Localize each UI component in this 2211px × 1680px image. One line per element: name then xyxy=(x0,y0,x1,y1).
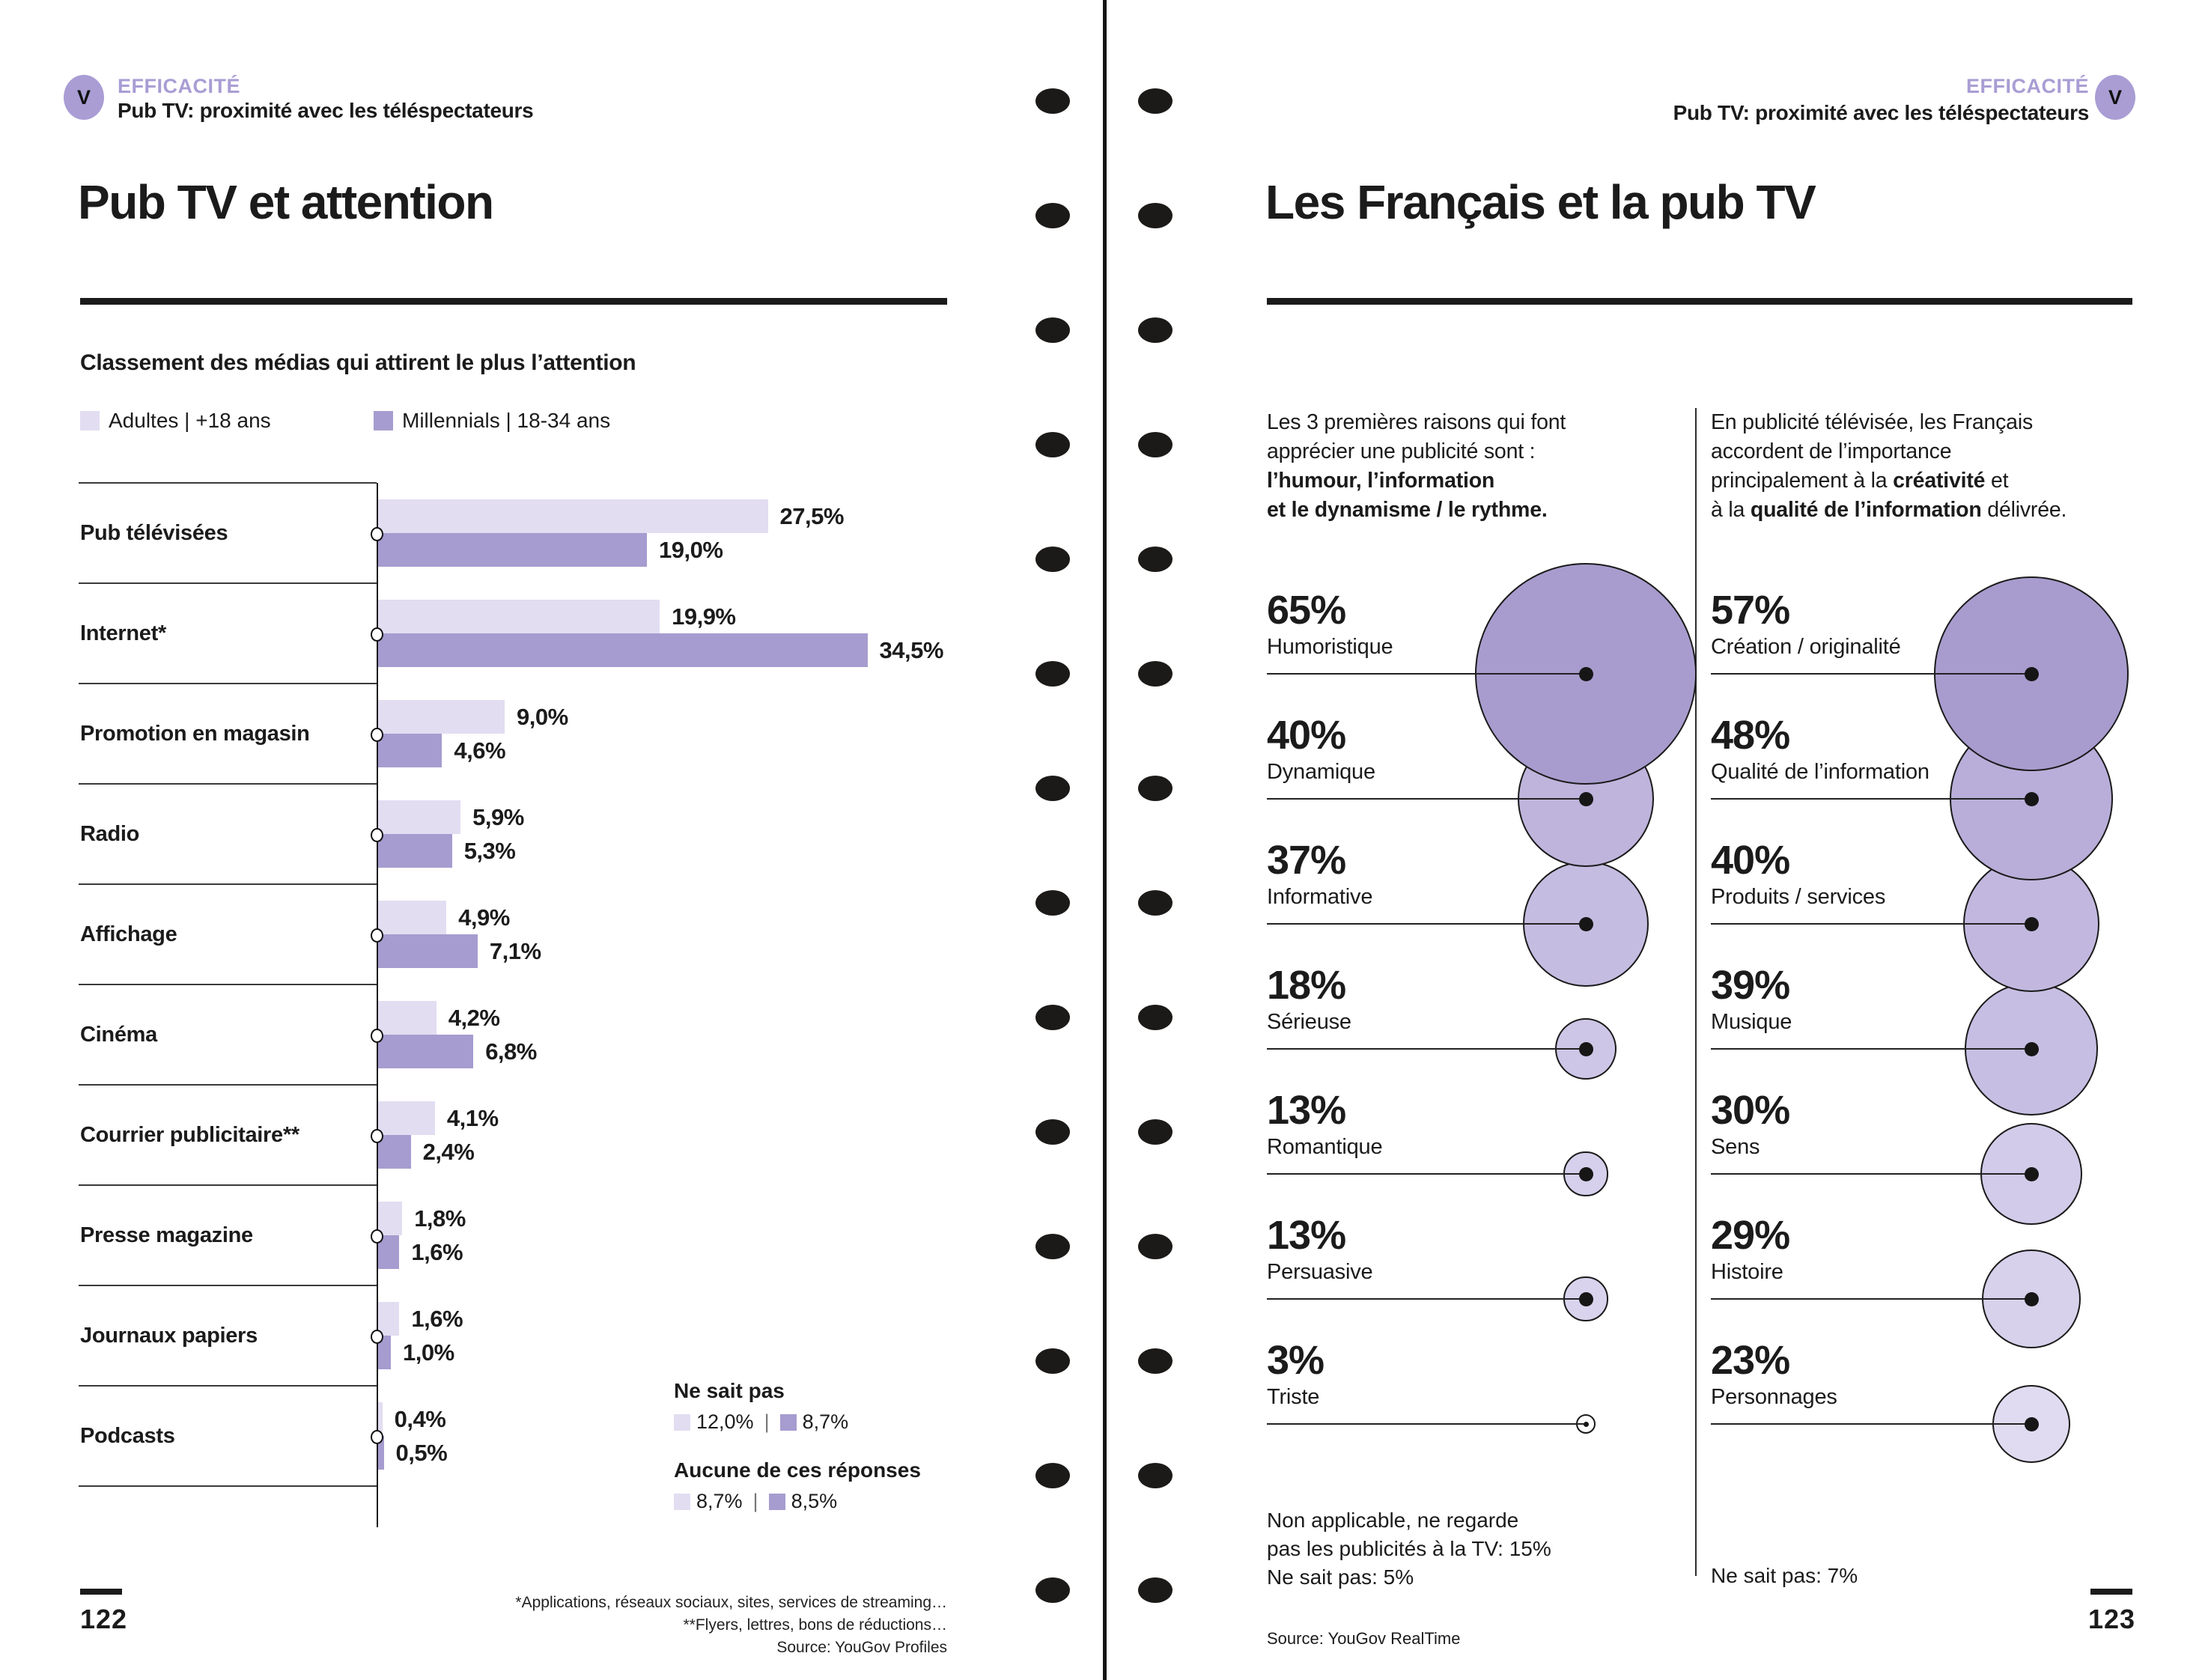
legend-item xyxy=(80,409,271,433)
bar-row-label: Radio xyxy=(80,821,140,846)
footnotes xyxy=(479,1592,947,1659)
legend-color-chip xyxy=(80,411,100,430)
bar-value-millennials: 19,0% xyxy=(659,536,723,563)
bar-value-millennials: 1,6% xyxy=(411,1238,463,1265)
binding-dot xyxy=(1035,1005,1070,1030)
bar-value-millennials: 0,5% xyxy=(395,1439,448,1466)
leader-dot xyxy=(2025,1417,2039,1431)
bubble-value: 40% xyxy=(1267,713,1346,758)
bar-row xyxy=(0,583,1063,684)
footnote-line: *Applications, réseaux sociaux, sites, services de streaming… xyxy=(515,1594,947,1611)
binding-dot xyxy=(1138,203,1173,228)
bar-row xyxy=(0,483,1063,583)
bubble-value: 39% xyxy=(1711,963,1790,1008)
bar-millennials xyxy=(377,734,442,767)
bubble-label: Informative xyxy=(1267,885,1373,909)
bubble-value: 13% xyxy=(1267,1213,1346,1258)
binding-dot xyxy=(1035,203,1070,228)
bubble-value: 65% xyxy=(1267,588,1346,633)
bubble-value: 23% xyxy=(1711,1338,1790,1383)
running-head-right: Pub TV: proximité avec les téléspectateurs xyxy=(1673,101,2089,124)
adultes-color-chip xyxy=(674,1494,690,1510)
leader-dot xyxy=(1584,1422,1589,1427)
leader-line xyxy=(1267,923,1586,925)
bubble-label: Dynamique xyxy=(1267,760,1375,784)
none-of-these-values xyxy=(674,1490,837,1513)
millennials-color-chip xyxy=(769,1494,785,1510)
bar-adultes xyxy=(377,1101,435,1135)
bar-value-adultes: 19,9% xyxy=(672,603,736,630)
bubble-label: Sens xyxy=(1711,1135,1760,1159)
bar-row-label: Promotion en magasin xyxy=(80,721,310,746)
bar-adultes xyxy=(377,1001,437,1035)
title-rule-right xyxy=(1267,298,2132,305)
leader-dot xyxy=(1579,1042,1593,1056)
bubble-value: 48% xyxy=(1711,713,1790,758)
bar-value-adultes: 0,4% xyxy=(394,1405,446,1432)
legend-item xyxy=(374,409,610,433)
axis-marker xyxy=(371,928,383,943)
bar-value-adultes: 27,5% xyxy=(779,502,844,529)
note-right xyxy=(1711,1562,2130,1590)
header-right xyxy=(1673,75,2089,125)
page-title-left: Pub TV et attention xyxy=(78,175,493,229)
bar-row xyxy=(0,1185,1063,1285)
bar-row-label: Affichage xyxy=(80,922,177,946)
leader-line xyxy=(1711,1048,2031,1050)
leader-line xyxy=(1267,798,1586,800)
binding-dot xyxy=(1035,1348,1070,1374)
bar-value-millennials: 7,1% xyxy=(489,937,541,964)
note-line: Ne sait pas: 5% xyxy=(1267,1565,1414,1589)
bar-row-label: Pub télévisées xyxy=(80,520,228,545)
binding-dot xyxy=(1138,1463,1173,1488)
leader-dot xyxy=(2025,1167,2039,1181)
binding-dot xyxy=(1035,1463,1070,1488)
bar-value-millennials: 1,0% xyxy=(403,1339,454,1366)
binding-dot xyxy=(1138,1577,1173,1603)
bubble-value: 18% xyxy=(1267,963,1346,1008)
binding-dot xyxy=(1138,1348,1173,1374)
legend-label: Adultes | +18 ans xyxy=(109,409,271,432)
bubble-label: Sérieuse xyxy=(1267,1010,1351,1034)
binding-dot xyxy=(1138,547,1173,572)
leader-line xyxy=(1267,673,1586,675)
bar-millennials xyxy=(377,533,647,567)
bubble-value: 13% xyxy=(1267,1088,1346,1133)
bubble-value: 3% xyxy=(1267,1338,1325,1383)
spine-line xyxy=(1103,0,1107,1680)
leader-line xyxy=(1711,1423,2031,1425)
bubble-value: 29% xyxy=(1711,1213,1790,1258)
binding-dot xyxy=(1035,661,1070,687)
intro-paragraph-left xyxy=(1267,408,1671,525)
section-kicker-left: EFFICACITÉ xyxy=(118,75,240,97)
running-head-left: Pub TV: proximité avec les téléspectateurs xyxy=(118,99,534,122)
bar-adultes xyxy=(377,800,460,834)
bar-value-adultes: 4,9% xyxy=(458,904,510,931)
leader-line xyxy=(1711,1298,2031,1300)
pagenum-rule-left xyxy=(80,1589,122,1595)
binding-dot xyxy=(1138,661,1173,687)
paragraph-line: En publicité télévisée, les Français xyxy=(1711,410,2034,434)
axis-marker xyxy=(371,1330,383,1344)
page-title-right: Les Français et la pub TV xyxy=(1265,175,1816,229)
paragraph-line: et le dynamisme / le rythme. xyxy=(1267,498,1548,522)
axis-marker xyxy=(371,1430,383,1444)
bubble-value: 37% xyxy=(1267,838,1346,883)
column-divider xyxy=(1695,408,1697,1576)
bubble-label: Histoire xyxy=(1711,1260,1783,1284)
leader-dot xyxy=(1579,1167,1593,1181)
leader-dot xyxy=(2025,1292,2039,1306)
binding-dot xyxy=(1138,1234,1173,1259)
bar-millennials xyxy=(377,1035,473,1068)
bar-value-millennials: 34,5% xyxy=(879,636,943,663)
leader-dot xyxy=(1579,792,1593,806)
binding-dot xyxy=(1035,1577,1070,1603)
bar-row-label: Journaux papiers xyxy=(80,1323,258,1348)
leader-dot xyxy=(1579,667,1593,681)
bar-adultes xyxy=(377,499,768,533)
bar-value-adultes: 4,1% xyxy=(446,1104,499,1131)
leader-line xyxy=(1711,1173,2031,1175)
bar-value-millennials: 5,3% xyxy=(463,837,516,864)
intro-paragraph-right xyxy=(1711,408,2145,525)
bubble-label: Persuasive xyxy=(1267,1260,1373,1284)
bar-millennials xyxy=(377,633,868,667)
axis-marker xyxy=(371,627,383,642)
binding-dot xyxy=(1138,1005,1173,1030)
none-of-these-millennials-value: 8,5% xyxy=(791,1490,838,1512)
axis-marker xyxy=(371,1229,383,1244)
axis-marker xyxy=(371,527,383,541)
pagenum-rule-right xyxy=(2090,1589,2132,1595)
title-rule-left xyxy=(80,298,947,305)
footnote-line: **Flyers, lettres, bons de réductions… xyxy=(683,1616,947,1634)
binding-dot xyxy=(1138,890,1173,916)
value-separator: | xyxy=(764,1410,770,1433)
bubble-label: Humoristique xyxy=(1267,635,1393,659)
bubble-label: Qualité de l’information xyxy=(1711,760,1929,784)
binding-dot xyxy=(1035,1234,1070,1259)
bar-millennials xyxy=(377,834,452,868)
none-of-these-title: Aucune de ces réponses xyxy=(674,1458,921,1482)
leader-line xyxy=(1711,798,2031,800)
bar-row xyxy=(0,684,1063,784)
bar-row-label: Presse magazine xyxy=(80,1223,253,1247)
leader-line xyxy=(1711,673,2031,675)
bar-row xyxy=(0,1085,1063,1185)
page-number-left: 122 xyxy=(80,1604,128,1634)
leader-dot xyxy=(1579,1292,1593,1306)
page-number-right: 123 xyxy=(2088,1604,2136,1634)
paragraph-line: à la qualité de l’information délivrée. xyxy=(1711,498,2067,522)
section-kicker-right: EFFICACITÉ xyxy=(1966,75,2089,97)
note-line: Ne sait pas: 7% xyxy=(1711,1564,1858,1587)
bar-value-adultes: 5,9% xyxy=(472,803,524,830)
leader-line xyxy=(1267,1423,1586,1425)
bar-value-adultes: 1,8% xyxy=(414,1205,466,1232)
no-answer-title: Ne sait pas xyxy=(674,1379,785,1402)
bar-row xyxy=(0,1386,1063,1486)
binding-dot xyxy=(1138,1119,1173,1145)
bar-adultes xyxy=(377,700,505,734)
bar-value-millennials: 2,4% xyxy=(422,1138,475,1165)
none-of-these-adultes-value: 8,7% xyxy=(696,1490,743,1512)
bubble-label: Musique xyxy=(1711,1010,1792,1034)
chapter-badge-left: V xyxy=(64,75,104,120)
bar-adultes xyxy=(377,600,660,633)
no-answer-millennials-value: 8,7% xyxy=(802,1410,849,1433)
leader-dot xyxy=(2025,1042,2039,1056)
leader-line xyxy=(1267,1048,1586,1050)
leader-line xyxy=(1267,1173,1586,1175)
note-line: pas les publicités à la TV: 15% xyxy=(1267,1537,1551,1560)
bubble-label: Triste xyxy=(1267,1385,1320,1409)
bar-row xyxy=(0,784,1063,884)
leader-line xyxy=(1267,1298,1586,1300)
paragraph-line: apprécier une publicité sont : xyxy=(1267,439,1536,463)
bar-row-label: Internet* xyxy=(80,621,166,645)
binding-dot xyxy=(1035,88,1070,114)
leader-dot xyxy=(2025,917,2039,931)
bar-value-adultes: 9,0% xyxy=(517,703,568,730)
legend-color-chip xyxy=(374,411,393,430)
legend-label: Millennials | 18-34 ans xyxy=(402,409,611,432)
bar-millennials xyxy=(377,934,478,968)
paragraph-line: accordent de l’importance xyxy=(1711,439,1952,463)
binding-dot xyxy=(1138,776,1173,801)
binding-dot xyxy=(1035,547,1070,572)
paragraph-line: Les 3 premières raisons qui font xyxy=(1267,410,1566,434)
axis-marker xyxy=(371,1029,383,1043)
bar-chart-title: Classement des médias qui attirent le plus l’attention xyxy=(80,350,636,375)
bar-row-label: Cinéma xyxy=(80,1022,157,1047)
chapter-badge-right: V xyxy=(2095,75,2135,120)
paragraph-line: principalement à la créativité et xyxy=(1711,469,2009,493)
source-right: Source: YouGov RealTime xyxy=(1267,1629,1461,1648)
footnote-line: Source: YouGov Profiles xyxy=(776,1639,947,1656)
paragraph-line: l’humour, l’information xyxy=(1267,469,1495,493)
bar-value-millennials: 4,6% xyxy=(454,737,506,764)
bubble-value: 40% xyxy=(1711,838,1790,883)
bubble-label: Romantique xyxy=(1267,1135,1383,1159)
leader-dot xyxy=(2025,792,2039,806)
note-left xyxy=(1267,1506,1686,1592)
bar-row xyxy=(0,884,1063,984)
no-answer-adultes-value: 12,0% xyxy=(696,1410,754,1433)
binding-dot xyxy=(1138,432,1173,457)
bar-value-adultes: 1,6% xyxy=(411,1305,463,1332)
bubble-label: Création / originalité xyxy=(1711,635,1901,659)
leader-dot xyxy=(1579,917,1593,931)
leader-dot xyxy=(2025,667,2039,681)
leader-line xyxy=(1711,923,2031,925)
binding-dot xyxy=(1035,890,1070,916)
bubble-label: Personnages xyxy=(1711,1385,1837,1409)
bar-row-label: Courrier publicitaire** xyxy=(80,1122,299,1147)
bubble-value: 57% xyxy=(1711,588,1790,633)
binding-dot xyxy=(1035,432,1070,457)
axis-marker xyxy=(371,828,383,842)
binding-dot xyxy=(1138,317,1173,343)
bar-row-label: Podcasts xyxy=(80,1423,175,1448)
binding-dot xyxy=(1035,1119,1070,1145)
bubble-label: Produits / services xyxy=(1711,885,1886,909)
bar-value-millennials: 6,8% xyxy=(485,1038,537,1065)
axis-marker xyxy=(371,728,383,742)
value-separator: | xyxy=(752,1490,758,1512)
bar-row xyxy=(0,984,1063,1085)
binding-dot xyxy=(1035,317,1070,343)
bar-row xyxy=(0,1285,1063,1386)
axis-marker xyxy=(371,1129,383,1143)
bar-value-adultes: 4,2% xyxy=(448,1004,500,1031)
note-line: Non applicable, ne regarde xyxy=(1267,1509,1519,1532)
binding-dot xyxy=(1138,88,1173,114)
binding-dot xyxy=(1035,776,1070,801)
bubble-value: 30% xyxy=(1711,1088,1790,1133)
bar-adultes xyxy=(377,901,446,934)
